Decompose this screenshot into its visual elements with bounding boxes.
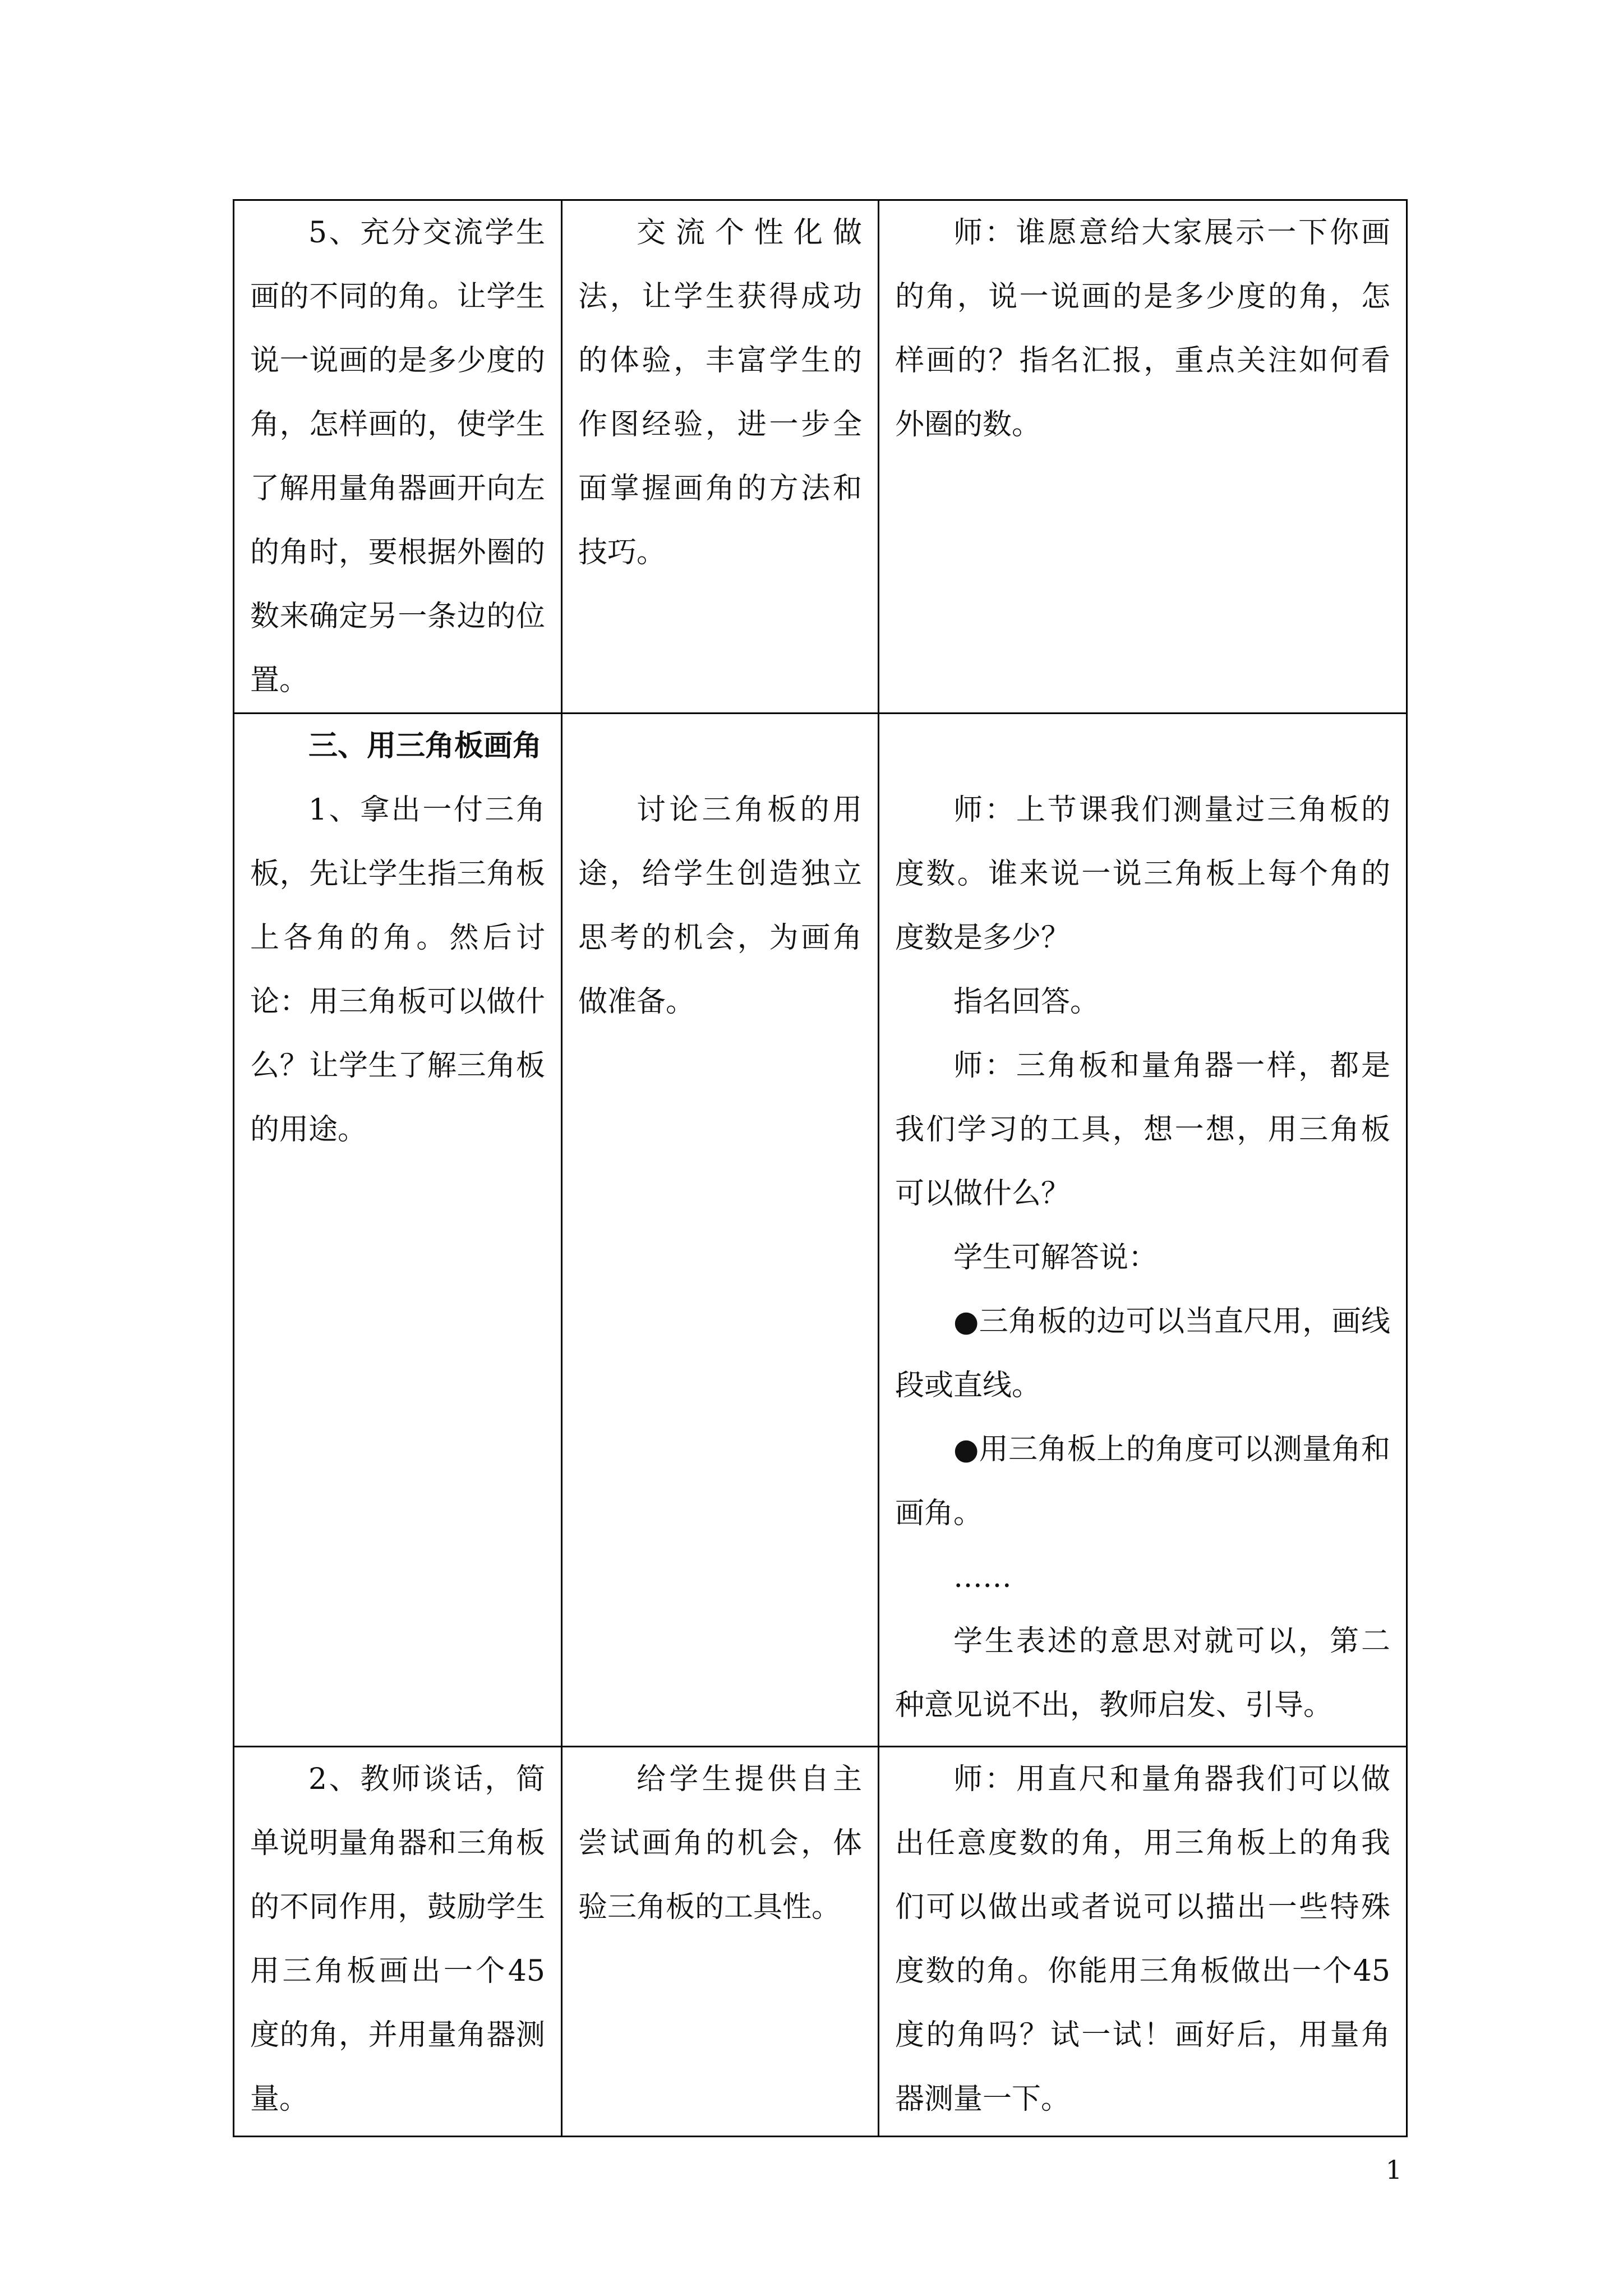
- dialogue-text: 师：谁愿意给大家展示一下你画的角，说一说画的是多少度的角，怎样画的？指名汇报，重点关注如何看外圈的数。: [895, 216, 1390, 441]
- intent-cell: [562, 714, 879, 1747]
- page-number: 1: [1385, 2155, 1402, 2185]
- table-row: [234, 714, 1407, 1747]
- lesson-plan-table: [233, 199, 1408, 2137]
- dialogue-text: 师：上节课我们测量过三角板的度数。谁来说一说三角板上每个角的度数是多少？: [895, 793, 1390, 955]
- intent-cell: [562, 1747, 879, 2137]
- process-text: 5、充分交流学生画的不同的角。让学生说一说画的是多少度的角，怎样画的，使学生了解用量角器画开向左的角时，要根据外圈的数来确定另一条边的位置。: [250, 216, 545, 697]
- dialogue-text: 学生表述的意思对就可以，第二种意见说不出，教师启发、引导。: [895, 1625, 1390, 1722]
- intent-text: 讨论三角板的用途，给学生创造独立思考的机会，为画角做准备。: [578, 793, 862, 1019]
- dialogue-text: 师：三角板和量角器一样，都是我们学习的工具，想一想，用三角板可以做什么？: [895, 1049, 1390, 1211]
- process-cell: [234, 1747, 562, 2137]
- dialogue-cell: [879, 1747, 1407, 2137]
- table-row: [234, 1747, 1407, 2137]
- dialogue-cell: [879, 714, 1407, 1747]
- dialogue-text: 指名回答。: [953, 985, 1100, 1019]
- spacer-line: [578, 714, 862, 778]
- dialogue-text: 师：用直尺和量角器我们可以做出任意度数的角，用三角板上的角我们可以做出或者说可以描出一些特殊度数的角。你能用三角板做出一个45度的角吗？试一试！画好后，用量角器测量一下。: [895, 1763, 1390, 2116]
- process-text: 1、拿出一付三角板，先让学生指三角板上各角的角。然后讨论：用三角板可以做什么？让学生了解三角板的用途。: [250, 793, 545, 1147]
- process-text: 2、教师谈话，简单说明量角器和三角板的不同作用，鼓励学生用三角板画出一个45度的角，并用量角器测量。: [250, 1763, 545, 2116]
- dialogue-cell: [879, 200, 1407, 714]
- process-cell: [234, 200, 562, 714]
- process-cell: [234, 714, 562, 1747]
- dialogue-text: ●用三角板上的角度可以测量角和画角。: [895, 1433, 1390, 1530]
- dialogue-text: ……: [953, 1561, 1012, 1594]
- dialogue-text: 学生可解答说：: [953, 1241, 1158, 1274]
- intent-text: 交流个性化做法，让学生获得成功的体验，丰富学生的作图经验，进一步全面掌握画角的方法和技巧。: [578, 216, 862, 569]
- section-heading: 三、用三角板画角: [308, 729, 542, 763]
- table-row: [234, 200, 1407, 714]
- spacer-line: [895, 714, 1390, 778]
- intent-text: 给学生提供自主尝试画角的机会，体验三角板的工具性。: [578, 1763, 862, 1924]
- dialogue-text: ●三角板的边可以当直尺用，画线段或直线。: [895, 1305, 1390, 1402]
- intent-cell: [562, 200, 879, 714]
